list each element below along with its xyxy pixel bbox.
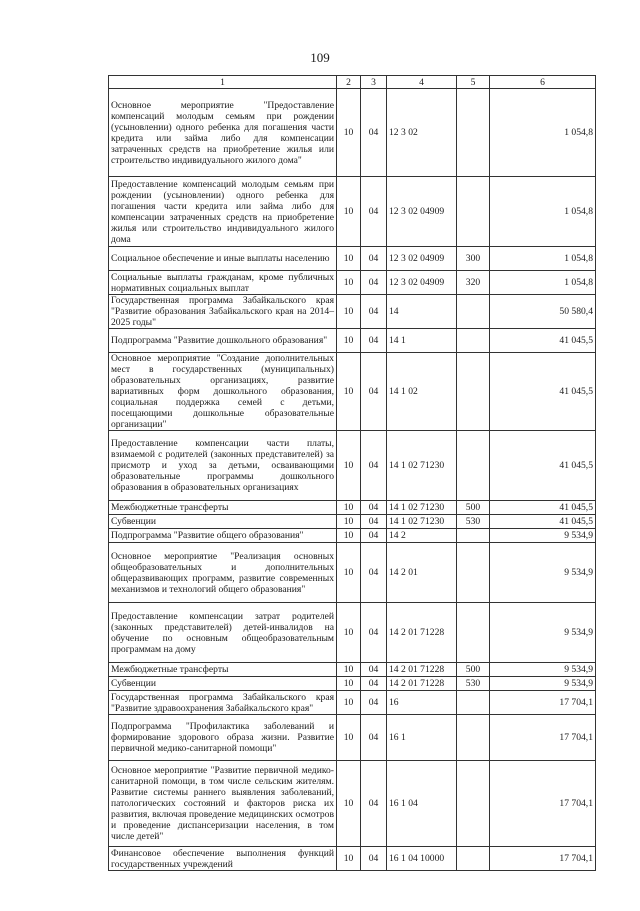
subsection-code: 04	[361, 761, 387, 847]
table-row	[109, 847, 596, 871]
expense-type-code: 500	[457, 663, 490, 677]
row-name: Субвенции	[109, 677, 337, 691]
target-article-code: 14 1 02	[387, 353, 457, 431]
amount: 9 534,9	[490, 529, 596, 543]
table-row	[109, 329, 596, 353]
table-row	[109, 247, 596, 271]
amount: 1 054,8	[490, 271, 596, 295]
section-code: 10	[337, 691, 361, 715]
expense-type-code	[457, 715, 490, 761]
expense-type-code	[457, 177, 490, 247]
column-header: 1	[109, 76, 337, 89]
subsection-code: 04	[361, 515, 387, 529]
section-code: 10	[337, 431, 361, 501]
target-article-code: 14	[387, 295, 457, 329]
amount: 41 045,5	[490, 501, 596, 515]
page-number: 109	[310, 50, 330, 65]
subsection-code: 04	[361, 677, 387, 691]
row-name: Предоставление компенсации затрат родителей (законных представителей) детей-инвалидов на обучение по основным общеобразовательным программам на дому	[109, 603, 337, 663]
table-row	[109, 543, 596, 603]
expense-type-code	[457, 295, 490, 329]
table-row	[109, 501, 596, 515]
section-code: 10	[337, 353, 361, 431]
column-header: 3	[361, 76, 387, 89]
target-article-code: 14 2 01	[387, 543, 457, 603]
row-name: Государственная программа Забайкальского края "Развитие здравоохранения Забайкальского края"	[109, 691, 337, 715]
row-name: Межбюджетные трансферты	[109, 501, 337, 515]
section-code: 10	[337, 677, 361, 691]
table-row	[109, 431, 596, 501]
table-row	[109, 603, 596, 663]
table-row	[109, 177, 596, 247]
section-code: 10	[337, 295, 361, 329]
row-name: Подпрограмма "Развитие общего образования"	[109, 529, 337, 543]
amount: 41 045,5	[490, 431, 596, 501]
section-code: 10	[337, 177, 361, 247]
row-name: Субвенции	[109, 515, 337, 529]
subsection-code: 04	[361, 691, 387, 715]
expense-type-code: 530	[457, 515, 490, 529]
subsection-code: 04	[361, 529, 387, 543]
expense-type-code	[457, 543, 490, 603]
expense-type-code	[457, 529, 490, 543]
row-name: Государственная программа Забайкальского края "Развитие образования Забайкальского края на 2014–2025 годы"	[109, 295, 337, 329]
target-article-code: 12 3 02 04909	[387, 271, 457, 295]
amount: 1 054,8	[490, 89, 596, 177]
expense-type-code: 320	[457, 271, 490, 295]
subsection-code: 04	[361, 663, 387, 677]
expense-type-code	[457, 847, 490, 871]
subsection-code: 04	[361, 501, 387, 515]
table-row	[109, 353, 596, 431]
section-code: 10	[337, 329, 361, 353]
section-code: 10	[337, 271, 361, 295]
section-code: 10	[337, 715, 361, 761]
amount: 17 704,1	[490, 715, 596, 761]
table-row	[109, 715, 596, 761]
expense-type-code: 300	[457, 247, 490, 271]
subsection-code: 04	[361, 431, 387, 501]
row-name: Предоставление компенсаций молодым семьям при рождении (усыновлении) одного ребенка для погашения части кредита или займа либо для компенсации затраченных средств на приобретение жилья или строительство индивидуального жилого дома	[109, 177, 337, 247]
section-code: 10	[337, 663, 361, 677]
column-header: 2	[337, 76, 361, 89]
target-article-code: 14 1 02 71230	[387, 431, 457, 501]
section-code: 10	[337, 847, 361, 871]
amount: 41 045,5	[490, 515, 596, 529]
row-name: Социальное обеспечение и иные выплаты населению	[109, 247, 337, 271]
amount: 50 580,4	[490, 295, 596, 329]
column-header: 5	[457, 76, 490, 89]
target-article-code: 14 2 01 71228	[387, 663, 457, 677]
section-code: 10	[337, 761, 361, 847]
row-name: Основное мероприятие "Предоставление компенсаций молодым семьям при рождении (усыновлении) одного ребенка для погашения части кредита или займа либо для компенсации затраченных средств на приобретение жилья или строительство индивидуального жилого дома"	[109, 89, 337, 177]
column-header: 4	[387, 76, 457, 89]
subsection-code: 04	[361, 715, 387, 761]
table-row	[109, 663, 596, 677]
section-code: 10	[337, 515, 361, 529]
table-row	[109, 761, 596, 847]
target-article-code: 14 1 02 71230	[387, 501, 457, 515]
amount: 9 534,9	[490, 603, 596, 663]
target-article-code: 14 2	[387, 529, 457, 543]
target-article-code: 14 1 02 71230	[387, 515, 457, 529]
row-name: Социальные выплаты гражданам, кроме публичных нормативных социальных выплат	[109, 271, 337, 295]
expense-type-code	[457, 691, 490, 715]
amount: 9 534,9	[490, 677, 596, 691]
table-row	[109, 89, 596, 177]
subsection-code: 04	[361, 295, 387, 329]
amount: 17 704,1	[490, 847, 596, 871]
table-row	[109, 295, 596, 329]
row-name: Основное мероприятие "Реализация основных общеобразовательных и дополнительных общеразвивающих программ, развитие современных механизмов и технологий общего образования"	[109, 543, 337, 603]
target-article-code: 14 1	[387, 329, 457, 353]
table-row	[109, 271, 596, 295]
section-code: 10	[337, 501, 361, 515]
amount: 1 054,8	[490, 247, 596, 271]
amount: 17 704,1	[490, 691, 596, 715]
table-row	[109, 691, 596, 715]
row-name: Подпрограмма "Профилактика заболеваний и формирование здорового образа жизни. Развитие первичной медико-санитарной помощи"	[109, 715, 337, 761]
subsection-code: 04	[361, 847, 387, 871]
row-name: Предоставление компенсации части платы, взимаемой с родителей (законных представителей) за присмотр и уход за детьми, осваивающими образовательные программы дошкольного образования в образовательных организациях	[109, 431, 337, 501]
expense-type-code	[457, 353, 490, 431]
expense-type-code	[457, 761, 490, 847]
target-article-code: 16	[387, 691, 457, 715]
table-row	[109, 677, 596, 691]
expense-type-code: 500	[457, 501, 490, 515]
amount: 17 704,1	[490, 761, 596, 847]
target-article-code: 14 2 01 71228	[387, 677, 457, 691]
amount: 41 045,5	[490, 329, 596, 353]
section-code: 10	[337, 603, 361, 663]
subsection-code: 04	[361, 543, 387, 603]
row-name: Межбюджетные трансферты	[109, 663, 337, 677]
row-name: Основное мероприятие "Развитие первичной медико-санитарной помощи, в том числе сельским жителям. Развитие системы раннего выявления заболеваний, патологических состояний и факторов риска их развития, включая проведение медицинских осмотров и проведение диспансеризации населения, в том числе детей"	[109, 761, 337, 847]
table-header-row	[109, 76, 596, 89]
section-code: 10	[337, 89, 361, 177]
table-body	[109, 89, 596, 871]
subsection-code: 04	[361, 603, 387, 663]
target-article-code: 12 3 02 04909	[387, 247, 457, 271]
row-name: Подпрограмма "Развитие дошкольного образования"	[109, 329, 337, 353]
expense-type-code	[457, 89, 490, 177]
subsection-code: 04	[361, 353, 387, 431]
target-article-code: 16 1	[387, 715, 457, 761]
amount: 1 054,8	[490, 177, 596, 247]
table-row	[109, 529, 596, 543]
amount: 41 045,5	[490, 353, 596, 431]
amount: 9 534,9	[490, 663, 596, 677]
section-code: 10	[337, 529, 361, 543]
target-article-code: 14 2 01 71228	[387, 603, 457, 663]
subsection-code: 04	[361, 89, 387, 177]
subsection-code: 04	[361, 271, 387, 295]
target-article-code: 12 3 02 04909	[387, 177, 457, 247]
column-header: 6	[490, 76, 596, 89]
section-code: 10	[337, 247, 361, 271]
subsection-code: 04	[361, 329, 387, 353]
section-code: 10	[337, 543, 361, 603]
target-article-code: 12 3 02	[387, 89, 457, 177]
expense-type-code: 530	[457, 677, 490, 691]
expense-type-code	[457, 603, 490, 663]
target-article-code: 16 1 04	[387, 761, 457, 847]
expense-type-code	[457, 329, 490, 353]
budget-table	[108, 75, 596, 871]
expense-type-code	[457, 431, 490, 501]
amount: 9 534,9	[490, 543, 596, 603]
row-name: Финансовое обеспечение выполнения функций государственных учреждений	[109, 847, 337, 871]
subsection-code: 04	[361, 247, 387, 271]
table-row	[109, 515, 596, 529]
row-name: Основное мероприятие "Создание дополнительных мест в государственных (муниципальных) образовательных организациях, развитие вариативных форм дошкольного образования, социальная поддержка семей с детьми, посещающими дошкольные образовательные организации"	[109, 353, 337, 431]
target-article-code: 16 1 04 10000	[387, 847, 457, 871]
subsection-code: 04	[361, 177, 387, 247]
